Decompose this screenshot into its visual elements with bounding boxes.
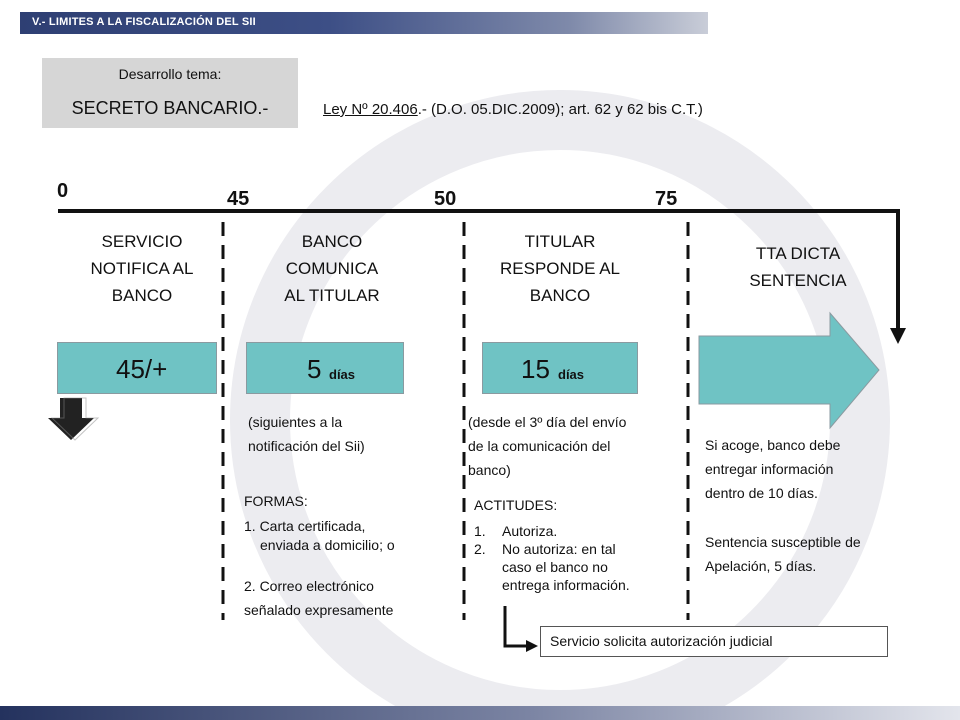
header-title: V.- LIMITES A LA FISCALIZACIÓN DEL SII — [32, 16, 256, 28]
actitudes-item-2: 2. No autoriza: en tal — [474, 541, 616, 557]
column-heading-titular: TITULAR RESPONDE AL BANCO — [500, 232, 620, 305]
tick-label-45: 45 — [227, 188, 250, 210]
duration-box-servicio — [57, 342, 217, 394]
tick-label-50: 50 — [434, 188, 457, 210]
duration-unit: días — [329, 367, 356, 382]
actitudes-list: 1. Autoriza. 2. No autoriza: en tal caso el banco no entrega información. — [474, 522, 694, 594]
column-heading-servicio: SERVICIO NOTIFICA AL BANCO — [90, 232, 194, 305]
tick-label-0: 0 — [57, 180, 69, 202]
topic-label: Desarrollo tema: — [118, 66, 222, 82]
topic-name: SECRETO BANCARIO.- — [71, 98, 269, 118]
duration-value: 5 — [307, 354, 322, 384]
column-heading-tta: TTA DICTA SENTENCIA — [749, 244, 847, 290]
duration-value: 45/+ — [116, 354, 168, 384]
note-banco-period: (siguientes a la notificación del Sii) — [248, 414, 365, 454]
law-name: Ley Nº 20.406 — [323, 101, 418, 118]
timeline-arrowhead — [890, 328, 906, 344]
elbow-arrow — [505, 606, 527, 646]
formas-item-2: 2. Correo electrónico señalado expresamente — [244, 578, 394, 618]
tick-label-75: 75 — [655, 188, 678, 210]
duration-box-banco — [246, 342, 404, 394]
duration-unit: días — [558, 367, 585, 382]
note-tta: Si acoge, banco debe entregar información dentro de 10 días. — [705, 437, 841, 501]
service-request-box: Servicio solicita autorización judicial — [540, 626, 888, 657]
duration-value: 15 — [521, 354, 550, 384]
actitudes-title: ACTITUDES: — [474, 497, 558, 513]
elbow-arrowhead-icon — [526, 640, 538, 652]
formas-item-1: 1. Carta certificada, enviada a domicilio; o — [244, 518, 395, 553]
sentence-arrow — [699, 313, 879, 428]
law-details: .- (D.O. 05.DIC.2009); art. 62 y 62 bis C.T.) — [417, 101, 703, 118]
actitudes-item-1: 1. Autoriza. — [474, 523, 558, 539]
down-arrow-icon — [48, 398, 94, 440]
column-heading-banco: BANCO COMUNICA AL TITULAR — [284, 232, 380, 305]
duration-box-titular — [482, 342, 638, 394]
formas-title: FORMAS: — [244, 493, 308, 509]
note-titular-period: (desde el 3º día del envío de la comunicación del banco) — [468, 414, 627, 478]
note-tta-appeal: Sentencia susceptible de Apelación, 5 días. — [705, 534, 861, 574]
